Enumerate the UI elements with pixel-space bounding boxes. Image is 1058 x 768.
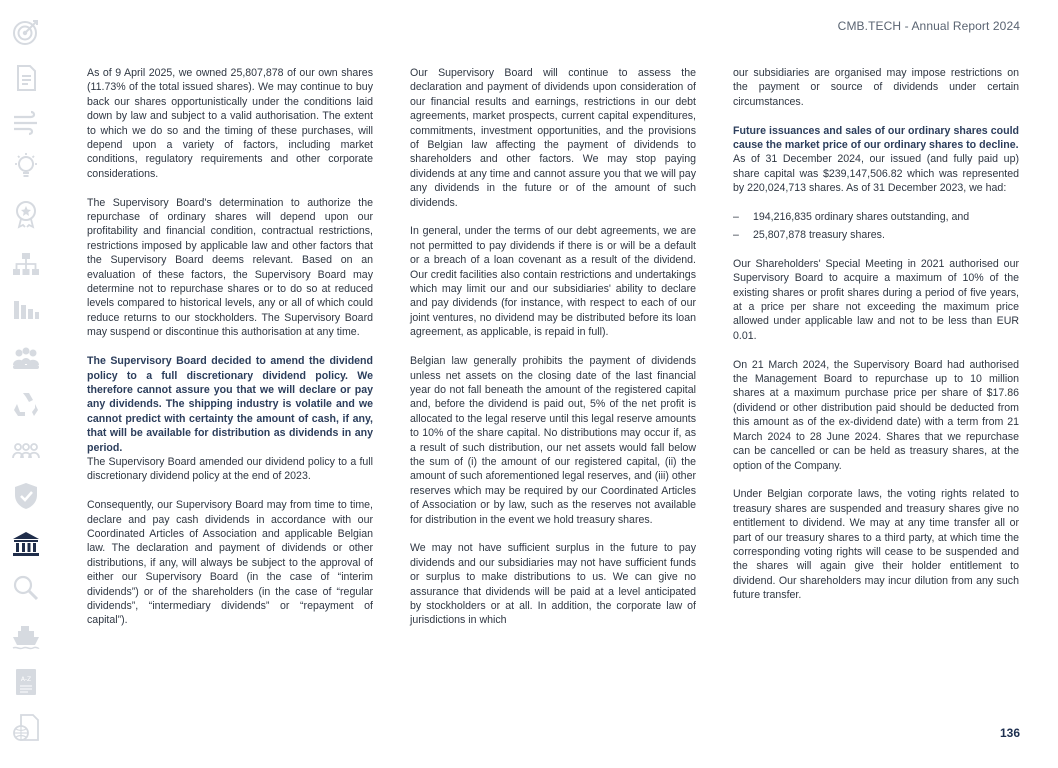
list-item: – 194,216,835 ordinary shares outstanding, and	[733, 210, 1019, 224]
search-icon[interactable]	[10, 572, 42, 604]
paragraph: On 21 March 2024, the Supervisory Board had authorised the Management Board to repurchase up to 10 million shares at a maximum purchase price per share of $17.86 (dividend or other distribution paid should be deducted from this amount as of the ex-dividend date) with a term from 21 March 2024 to 28 June 2024. Shares that we repurchase can be cancelled or can be held as treasury shares, at the option of the Company.	[733, 358, 1019, 472]
paragraph: Our Shareholders' Special Meeting in 2021 authorised our Supervisory Board to acquire a maximum of 10% of the existing shares or profit shares during a period of five years, at a price per share not exceeding the maximum price allowed under applicable law and not to be less than EUR 0.01.	[733, 257, 1019, 342]
award-icon[interactable]	[10, 198, 42, 230]
recycle-icon[interactable]	[10, 388, 42, 420]
lightbulb-icon[interactable]	[10, 150, 42, 182]
people-icon[interactable]	[10, 434, 42, 466]
paragraph: Consequently, our Supervisory Board may from time to time, declare and pay cash dividends in accordance with our Coordinated Articles of Association and applicable Belgian law. The declaration and payment of dividends or other distributions, if any, will always be subject to the approval of either our Supervisory Board (in the case of “interim dividends”) or of the shareholders (in the case of “regular dividends”, “intermediary dividends” or “repayment of capital”).	[87, 499, 373, 627]
glossary-icon[interactable]	[10, 666, 42, 698]
text-column-1	[87, 66, 373, 642]
target-icon[interactable]	[10, 16, 42, 48]
org-chart-icon[interactable]	[10, 248, 42, 280]
list-item: – 25,807,878 treasury shares.	[733, 228, 1019, 242]
paragraph: Under Belgian corporate laws, the voting rights related to treasury shares are suspended and treasury shares give no entitlement to dividend. We may at any time transfer all or part of our treasury shares to a third party, at which time the corresponding voting rights will cease to be suspended and the shares will again give their holder entitlement to dividend. Our shareholders may incur dilution from any such future transfer.	[733, 488, 1019, 602]
paragraph: The Supervisory Board amended our dividend policy to a full discretionary dividend policy at the end of 2023.	[87, 455, 373, 483]
paragraph: Our Supervisory Board will continue to assess the declaration and payment of dividends upon consideration of our financial results and earnings, restrictions in our debt agreements, market prospects, current capital expenditures, commitments, investment opportunities, and the provisions of Belgian law affecting the payment of dividends to shareholders and other factors. We may stop paying dividends at any time and cannot assure you that we will pay any dividends in the future or of the amount of such dividends.	[410, 67, 696, 209]
paragraph: our subsidiaries are organised may impose restrictions on the payment or source of dividends under certain circumstances.	[733, 67, 1019, 108]
sidebar-nav	[0, 0, 52, 768]
globe-document-icon[interactable]	[10, 712, 42, 744]
ship-icon[interactable]	[10, 620, 42, 652]
paragraph: We may not have sufficient surplus in the future to pay dividends and our subsidiaries may not have sufficient funds or surplus to make distributions to us. We can give no assurance that dividends will be paid at a level anticipated by stockholders or at all. In addition, the corporate law of jurisdictions in which	[410, 542, 696, 627]
paragraph: In general, under the terms of our debt agreements, we are not permitted to pay dividends if there is or will be a default or a breach of a loan covenant as a result of the dividend. Our credit facilities also contain restrictions and undertakings which may limit our and our subsidiaries' ability to declare and pay dividends (for instance, with respect to each of our joint ventures, no dividend may be distributed before its loan agreement, as applicable, is repaid in full).	[410, 225, 696, 339]
bar-chart-icon[interactable]	[10, 292, 42, 324]
section-heading: Future issuances and sales of our ordinary shares could cause the market price of our ordinary shares to decline.	[733, 124, 1019, 152]
shield-check-icon[interactable]	[10, 480, 42, 512]
section-heading: The Supervisory Board decided to amend the dividend policy to a full discretionary dividend policy. We therefore cannot assure you that we will declare or pay any dividends. The shipping industry is volatile and we cannot predict with certainty the amount of cash, if any, that will be available for distribution as dividends in any period.	[87, 355, 373, 454]
document-icon[interactable]	[10, 62, 42, 94]
text-column-2	[410, 66, 696, 642]
report-title: CMB.TECH - Annual Report 2024	[837, 19, 1020, 33]
bank-icon[interactable]	[10, 528, 42, 560]
paragraph: The Supervisory Board's determination to authorize the repurchase of ordinary shares will depend upon our profitability and financial condition, contractual restrictions, restrictions imposed by applicable law and other factors that the Supervisory Board deems relevant. Based on an evaluation of these factors, the Supervisory Board may determine not to repurchase shares or to do so at reduced levels compared to historical levels, any or all of which could reduce returns to our stockholders. The Supervisory Board may suspend or discontinue this authorisation at any time.	[87, 196, 373, 339]
group-icon[interactable]	[10, 342, 42, 374]
text-column-3	[733, 66, 1019, 617]
paragraph: As of 31 December 2024, our issued (and fully paid up) share capital was $239,147,506.82 which was represented by 220,024,713 shares. As of 31 December 2023, we had:	[733, 153, 1019, 195]
glossary-label: A-Z	[20, 676, 32, 683]
share-list	[733, 210, 1019, 243]
paragraph: As of 9 April 2025, we owned 25,807,878 of our own shares (11.73% of the total issued shares). We may continue to buy back our shares opportunistically under the conditions laid down by law and subject to a valid authorisation. The extent to which we do so and the timing of these purchases, will depend upon a variety of factors, including market conditions, regulatory requirements and other corporate considerations.	[87, 67, 373, 180]
page-number: 136	[999, 726, 1020, 740]
wind-icon[interactable]	[10, 106, 42, 138]
paragraph: Belgian law generally prohibits the payment of dividends unless net assets on the closing date of the last financial year do not fall beneath the amount of the registered capital and, before the dividend is paid out, 5% of the net profit is allocated to the legal reserve until this legal reserve amounts to 10% of the share capital. No distributions may occur if, as a result of such distribution, our net assets would fall below the sum of (i) the amount of our registered capital, (ii) the amount of such aforementioned legal reserves, and (iii) other reserves which may be required by our Coordinated Articles of Association or by law, such as the reserves not available for distribution in the event we hold treasury shares.	[410, 355, 696, 526]
